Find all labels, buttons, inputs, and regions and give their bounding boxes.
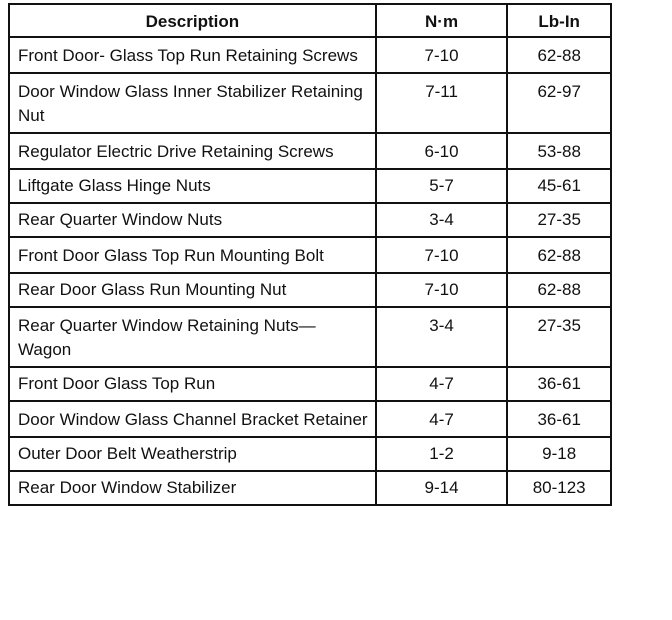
row-nm: 7-10 — [376, 237, 508, 273]
row-lbin: 80-123 — [507, 471, 611, 505]
row-nm: 3-4 — [376, 307, 508, 367]
table-row — [9, 401, 611, 437]
row-lbin: 36-61 — [507, 367, 611, 401]
table-row — [9, 307, 611, 367]
row-nm: 4-7 — [376, 401, 508, 437]
torque-spec-table — [8, 3, 612, 506]
row-description: Door Window Glass Inner Stabilizer Retaining Nut — [9, 73, 376, 133]
table-row — [9, 133, 611, 169]
row-description: Rear Quarter Window Retaining Nuts—Wagon — [9, 307, 376, 367]
row-nm: 7-11 — [376, 73, 508, 133]
row-lbin: 62-88 — [507, 273, 611, 307]
row-lbin: 62-97 — [507, 73, 611, 133]
row-description: Liftgate Glass Hinge Nuts — [9, 169, 376, 203]
row-description: Rear Door Glass Run Mounting Nut — [9, 273, 376, 307]
row-description: Outer Door Belt Weatherstrip — [9, 437, 376, 471]
table-row — [9, 237, 611, 273]
row-lbin: 9-18 — [507, 437, 611, 471]
row-nm: 3-4 — [376, 203, 508, 237]
row-description: Regulator Electric Drive Retaining Screws — [9, 133, 376, 169]
table-row — [9, 203, 611, 237]
table-header-row — [9, 4, 611, 37]
header-lbin: Lb-In — [507, 4, 611, 37]
table-row — [9, 471, 611, 505]
row-lbin: 62-88 — [507, 37, 611, 73]
table-row — [9, 273, 611, 307]
header-description: Description — [9, 4, 376, 37]
row-nm: 7-10 — [376, 37, 508, 73]
row-nm: 4-7 — [376, 367, 508, 401]
row-nm: 7-10 — [376, 273, 508, 307]
row-lbin: 62-88 — [507, 237, 611, 273]
row-description: Front Door- Glass Top Run Retaining Screws — [9, 37, 376, 73]
row-description: Rear Quarter Window Nuts — [9, 203, 376, 237]
row-lbin: 36-61 — [507, 401, 611, 437]
row-nm: 6-10 — [376, 133, 508, 169]
row-nm: 5-7 — [376, 169, 508, 203]
row-nm: 1-2 — [376, 437, 508, 471]
table-row — [9, 169, 611, 203]
row-lbin: 27-35 — [507, 203, 611, 237]
row-description: Rear Door Window Stabilizer — [9, 471, 376, 505]
row-description: Front Door Glass Top Run Mounting Bolt — [9, 237, 376, 273]
row-lbin: 27-35 — [507, 307, 611, 367]
row-lbin: 45-61 — [507, 169, 611, 203]
row-lbin: 53-88 — [507, 133, 611, 169]
table-row — [9, 73, 611, 133]
row-description: Door Window Glass Channel Bracket Retainer — [9, 401, 376, 437]
table-row — [9, 437, 611, 471]
row-nm: 9-14 — [376, 471, 508, 505]
row-description: Front Door Glass Top Run — [9, 367, 376, 401]
table-row — [9, 367, 611, 401]
header-nm: N·m — [376, 4, 508, 37]
table-row — [9, 37, 611, 73]
